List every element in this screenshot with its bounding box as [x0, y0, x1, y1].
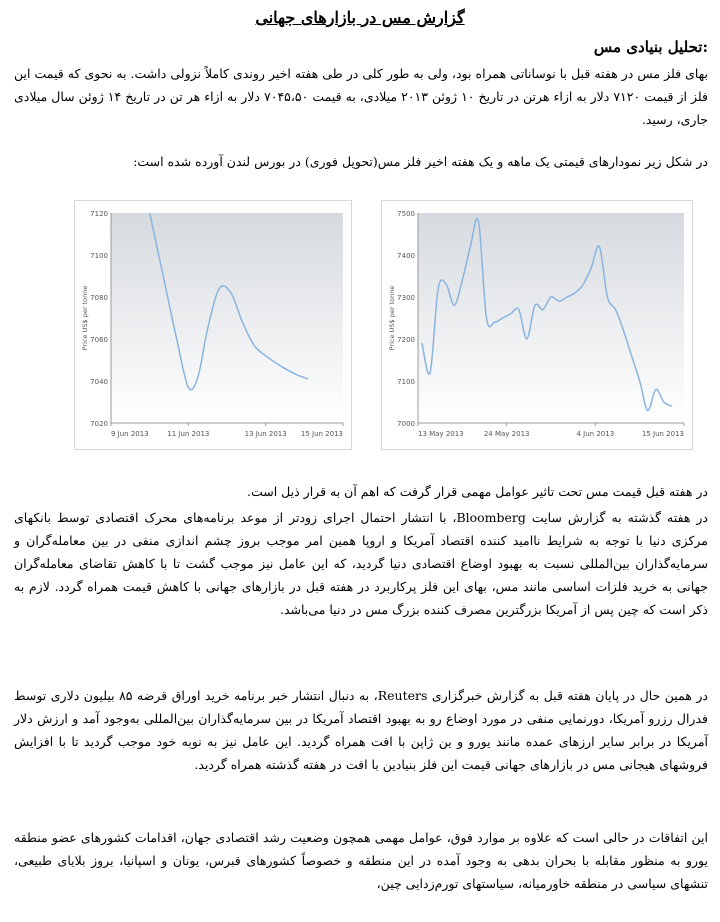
- x-tick-label: 15 Jun 2013: [641, 430, 684, 438]
- section-heading: تحلیل بنیادی مس:: [593, 38, 708, 56]
- x-tick-label: 13 May 2013: [418, 430, 464, 438]
- y-tick-label: 7200: [397, 336, 415, 344]
- x-tick-label: 4 Jun 2013: [576, 430, 615, 438]
- y-tick-label: 7040: [90, 378, 108, 386]
- paragraph-factors-intro: در هفته قبل قیمت مس تحت تاثیر عوامل مهمی قرار گرفت که اهم آن به قرار ذیل است.: [247, 484, 708, 499]
- y-tick-label: 7000: [397, 420, 415, 428]
- paragraph-intro: بهای فلز مس در هفته قبل با نوساناتی همراه بود، ولی به طور کلی در طی هفته اخیر روندی کاملاً نزولی داشت. به نحوی که قیمت این فلز از قیمت ۷۱۲۰ دلار به ازاء هرتن در تاریخ ۱۰ ژوئن ۲۰۱۳ میلادی، به قیمت ۷۰۴۵،۵۰ دلار به ازاء هر تن در تاریخ ۱۴ ژوئن سال میلادی جاری، رسید.: [14, 66, 708, 127]
- x-tick-label: 13 Jun 2013: [244, 430, 287, 438]
- report-title: گزارش مس در بازارهای جهانی: [255, 8, 465, 27]
- y-tick-label: 7080: [90, 294, 108, 302]
- x-tick-label: 24 May 2013: [483, 430, 530, 438]
- y-tick-label: 7500: [397, 210, 415, 218]
- weekly-price-chart: [74, 200, 352, 450]
- plot-area: [111, 213, 343, 423]
- y-tick-label: 7100: [397, 378, 415, 386]
- y-tick-label: 7400: [397, 252, 415, 260]
- monthly-price-chart: [381, 200, 693, 450]
- paragraph-figure-caption: در شکل زیر نمودارهای قیمتی یک ماهه و یک هفته اخیر فلز مس(تحویل فوری) در بورس لندن آورده شده است:: [133, 154, 708, 169]
- x-tick-label: 15 Jun 2013: [300, 430, 343, 438]
- y-tick-label: 7100: [90, 252, 108, 260]
- paragraph-reuters: در همین حال در پایان هفته قبل به گزارش خبرگزاری Reuters، به دنبال انتشار خبر برنامه خرید اوراق قرضه ۸۵ بیلیون دلاری توسط فدرال رزرو آمریکا، دورنمایی منفی در مورد اوضاع رو به بهبود اقتصاد آمریکا در بین سرمایه‌گذاران بین‌المللی به‌وجود آمد و ارزش دلار آمریکا در برابر سایر ارزهای عمده مانند یورو و ین ژاپن با افت همراه گردید. این عامل نیز به نوبه خود موجب گردید تا با افزایش فروشهای هیجانی مس در بازارهای جهانی قیمت این فلز بنیادین با افت در هفته گذشته همراه گردید.: [14, 688, 708, 772]
- weekly-price-chart-svg: [75, 201, 351, 449]
- y-tick-label: 7060: [90, 336, 108, 344]
- paragraph-other-factors: این اتفاقات در حالی است که علاوه بر موارد فوق، عوامل مهمی همچون وضعیت رشد اقتصادی جهان، اقدامات کشورهای عضو منطقه یورو به منظور مقابله با بحران بدهی به وجود آمده در این منطقه و خصوصاً کشورهای قبرس، یونان و اسپانیا، بروز بلایای طبیعی، تنشهای سیاسی در منطقه خاورمیانه، سیاستهای تورم‌زدایی چین،: [14, 830, 708, 891]
- y-tick-label: 7020: [90, 420, 108, 428]
- plot-area: [418, 213, 684, 423]
- y-tick-label: 7300: [397, 294, 415, 302]
- y-tick-label: 7120: [90, 210, 108, 218]
- paragraph-bloomberg: در هفته گذشته به گزارش سایت Bloomberg، با انتشار احتمال اجرای زودتر از موعد برنامه‌های محرک اقتصادی توسط بانکهای مرکزی دنیا با توجه به شرایط ناامید کننده اقتصاد آمریکا و اروپا همین امر موجب بروز چشم اندازی منفی در بین معامله‌گران و سرمایه‌گذاران بین‌المللی نسبت به بهبود اوضاع اقتصادی دنیا گردید، که این عامل نیز موجب گشت تا با کاهش تقاضای معامله‌گران جهانی به خرید فلزات اساسی مانند مس، بهای این فلز پرکاربرد در هفته قبل در بازارهای جهانی با کاهش قیمت همراه گردد. لازم به ذکر است که چین پس از آمریکا بزرگترین مصرف کننده بزرگ مس در دنیا می‌باشد.: [14, 510, 709, 617]
- y-axis-label: Price US$ per tonne: [388, 285, 396, 351]
- monthly-price-chart-svg: [382, 201, 692, 449]
- y-axis-label: Price US$ per tonne: [81, 285, 89, 351]
- x-tick-label: 11 Jun 2013: [167, 430, 210, 438]
- x-tick-label: 9 Jun 2013: [111, 430, 149, 438]
